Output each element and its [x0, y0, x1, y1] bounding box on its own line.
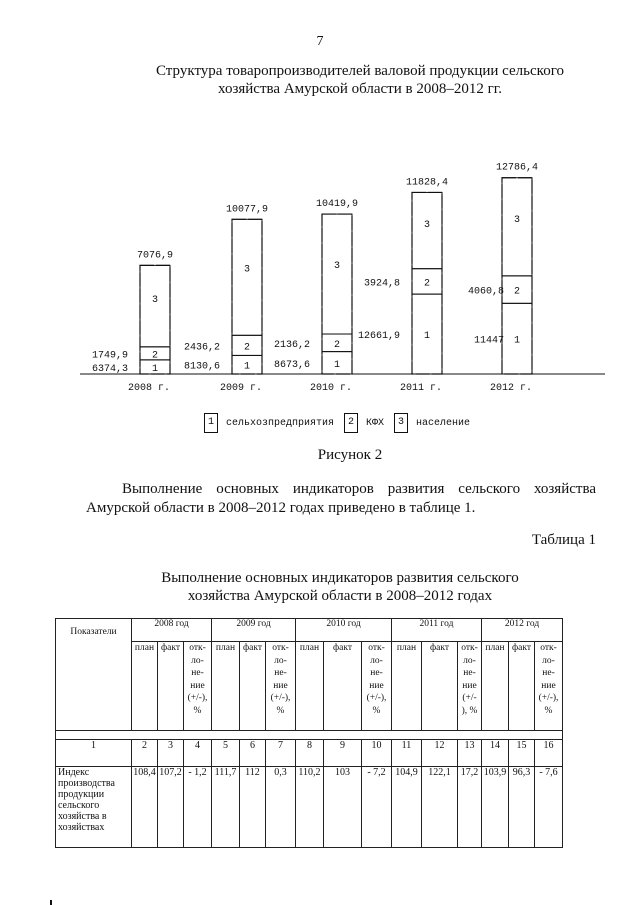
table-cell: 0,3	[266, 767, 296, 848]
data-label-farms: 2436,2	[183, 342, 220, 354]
table-cell: 103,9	[482, 767, 509, 848]
column-number: 4	[184, 740, 212, 767]
chart-legend	[204, 412, 480, 434]
subheader-deviation: отк- ло- не- ние (+/-), %	[535, 642, 563, 731]
segment-key-label: 2	[423, 278, 431, 290]
x-tick-label: 2012 г.	[489, 383, 533, 394]
page-number: 7	[316, 34, 324, 49]
subheader-plan: план	[482, 642, 509, 731]
segment-key-label: 3	[513, 214, 521, 226]
column-number: 8	[296, 740, 324, 767]
x-tick-label: 2010 г.	[309, 383, 353, 394]
bar-total-label: 12786,4	[495, 162, 539, 174]
bar-segment-population	[232, 219, 262, 335]
stacked-bar-chart	[60, 108, 620, 448]
subheader-plan: план	[132, 642, 158, 731]
column-number: 6	[240, 740, 266, 767]
legend-key-3: 3	[394, 413, 408, 433]
subheader-fact: факт	[158, 642, 184, 731]
data-label-farms: 4060,8	[467, 286, 504, 298]
table-cell: 111,7	[212, 767, 240, 848]
data-label-agri-enterprises: 11447	[473, 335, 504, 347]
segment-key-label: 3	[333, 261, 341, 273]
bar-segment-population	[140, 265, 170, 346]
bar-total-label: 10419,9	[315, 199, 359, 211]
column-number: 5	[212, 740, 240, 767]
legend-key-2: 2	[344, 413, 358, 433]
row-name: Индекс производства продукции сельского хозяйства в хозяйствах	[56, 767, 132, 848]
column-number: 15	[509, 740, 535, 767]
x-tick-label: 2009 г.	[219, 383, 263, 394]
subheader-deviation: отк- ло- не- ние (+/- ), %	[458, 642, 482, 731]
table-label: Таблица 1	[531, 532, 596, 548]
data-label-agri-enterprises: 12661,9	[357, 331, 400, 343]
column-number: 13	[458, 740, 482, 767]
data-label-agri-enterprises: 8673,6	[273, 359, 310, 371]
figure-caption: Рисунок 2	[317, 447, 383, 463]
indicators-table	[55, 618, 563, 848]
segment-key-label: 3	[151, 295, 159, 307]
column-number: 3	[158, 740, 184, 767]
column-number: 1	[56, 740, 132, 767]
segment-key-label: 1	[151, 363, 159, 375]
page-corner-mark	[50, 900, 52, 905]
column-number: 14	[482, 740, 509, 767]
subheader-deviation: отк- ло- не- ние (+/-), %	[362, 642, 392, 731]
column-number: 7	[266, 740, 296, 767]
table-title: Выполнение основных индикаторов развития сельского хозяйства Амурской области в 2008–2012 годах	[161, 570, 519, 604]
table-cell: - 1,2	[184, 767, 212, 848]
segment-key-label: 2	[243, 342, 251, 354]
table-cell: 108,4	[132, 767, 158, 848]
header-year-2011: 2011 год	[392, 619, 482, 642]
table-cell: 96,3	[509, 767, 535, 848]
data-label-farms: 1749,9	[91, 350, 128, 362]
segment-key-label: 1	[333, 359, 341, 371]
column-number: 10	[362, 740, 392, 767]
header-year-2009: 2009 год	[212, 619, 296, 642]
x-tick-label: 2008 г.	[127, 383, 171, 394]
subheader-fact: факт	[422, 642, 458, 731]
subheader-deviation: отк- ло- не- ние (+/-), %	[184, 642, 212, 731]
data-label-agri-enterprises: 8130,6	[183, 361, 220, 373]
segment-key-label: 3	[423, 219, 431, 231]
header-year-2012: 2012 год	[482, 619, 563, 642]
bar-segment-population	[322, 214, 352, 334]
segment-key-label: 2	[513, 286, 521, 298]
segment-key-label: 2	[151, 350, 159, 362]
segment-key-label: 1	[423, 331, 431, 343]
table-cell: - 7,2	[362, 767, 392, 848]
legend-label-3: население	[416, 417, 471, 429]
x-tick-label: 2011 г.	[399, 383, 443, 394]
table-cell: 17,2	[458, 767, 482, 848]
subheader-fact: факт	[240, 642, 266, 731]
bar-total-label: 7076,9	[136, 250, 174, 262]
header-year-2010: 2010 год	[296, 619, 392, 642]
subheader-fact: факт	[509, 642, 535, 731]
column-number: 11	[392, 740, 422, 767]
data-label-agri-enterprises: 6374,3	[91, 363, 128, 375]
data-label-farms: 2136,2	[273, 339, 310, 351]
bar-total-label: 10077,9	[225, 204, 269, 216]
figure-title: Структура товаропроизводителей валовой продукции сельского хозяйства Амурской области в 2008–2012 гг.	[156, 63, 564, 97]
subheader-fact: факт	[324, 642, 362, 731]
legend-label-2: КФХ	[366, 417, 385, 429]
table-cell: 110,2	[296, 767, 324, 848]
header-indicators: Показатели	[56, 619, 132, 731]
body-paragraph: Выполнение основных индикаторов развития сельского хозяйства Амурской области в 2008–2012 годах приведено в таблице 1.	[86, 481, 596, 516]
subheader-plan: план	[212, 642, 240, 731]
subheader-plan: план	[296, 642, 324, 731]
subheader-deviation: отк- ло- не- ние (+/-), %	[266, 642, 296, 731]
table-cell: 103	[324, 767, 362, 848]
table-cell: - 7,6	[535, 767, 563, 848]
legend-label-1: сельхозпредприятия	[226, 417, 335, 429]
segment-key-label: 2	[333, 339, 341, 351]
table-cell: 107,2	[158, 767, 184, 848]
table-cell: 122,1	[422, 767, 458, 848]
segment-key-label: 1	[243, 361, 251, 373]
bar-total-label: 11828,4	[405, 177, 449, 189]
bar-segment-population	[502, 178, 532, 276]
column-number: 16	[535, 740, 563, 767]
column-number: 12	[422, 740, 458, 767]
segment-key-label: 1	[513, 335, 521, 347]
legend-key-1: 1	[204, 413, 218, 433]
header-year-2008: 2008 год	[132, 619, 212, 642]
segment-key-label: 3	[243, 264, 251, 276]
data-label-farms: 3924,8	[363, 278, 400, 290]
column-number: 9	[324, 740, 362, 767]
table-cell: 112	[240, 767, 266, 848]
table-cell: 104,9	[392, 767, 422, 848]
column-number: 2	[132, 740, 158, 767]
subheader-plan: план	[392, 642, 422, 731]
